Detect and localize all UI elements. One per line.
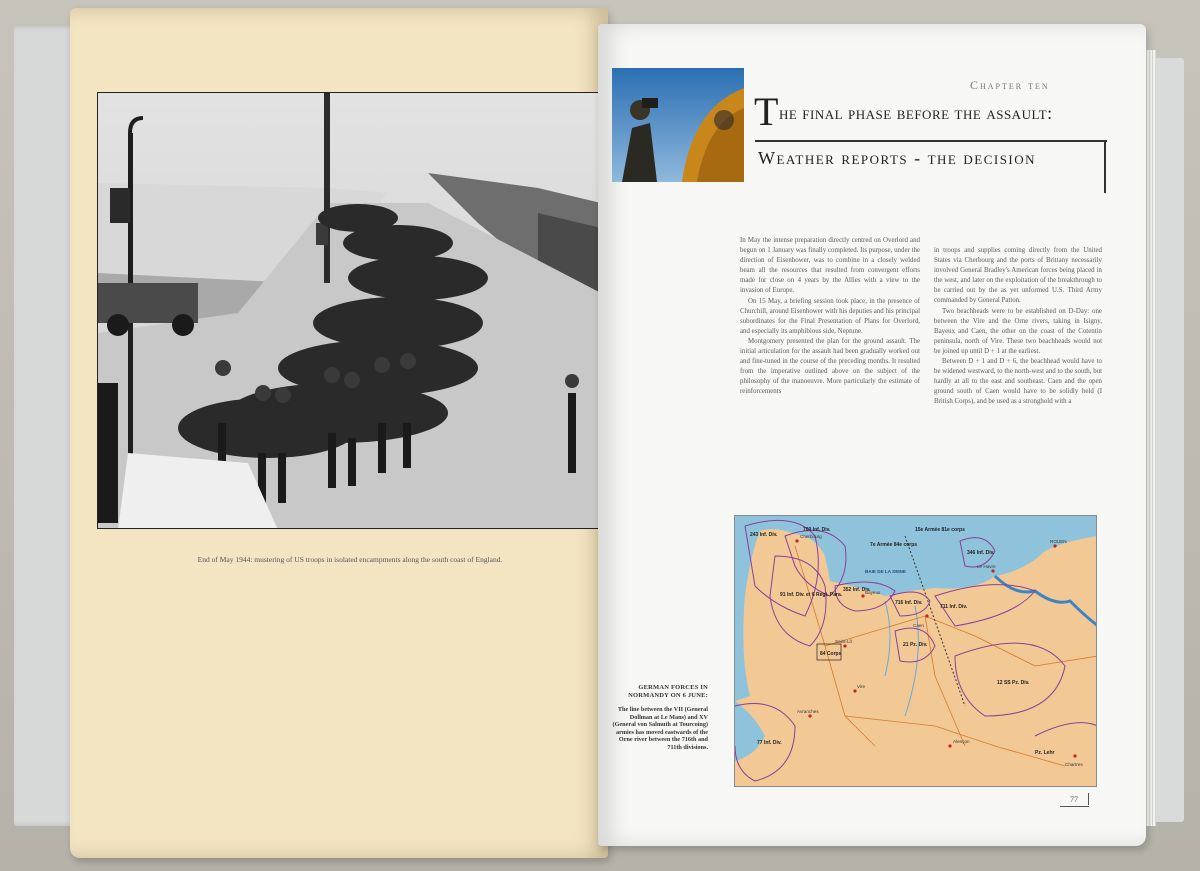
page-number-mark xyxy=(1088,793,1089,805)
map-label: Vire xyxy=(857,684,866,689)
body-column-1 xyxy=(740,236,920,398)
col2-paragraph: in troops and supplies coming directly from the United States via Cherbourg and the ports of Brittany necessarily involved General Bradley's American forces being placed in the west, and later on the exploitation of the breakthrough to be carried out by the as yet unformed U.S. Third Army commanded by General Patton. xyxy=(934,247,1102,305)
map-label: 352 Inf. Div. xyxy=(843,587,871,593)
page-number-rule xyxy=(1060,806,1089,807)
page-number: 77 xyxy=(1070,795,1078,804)
normandy-map xyxy=(734,515,1097,787)
map-label: Caen xyxy=(913,623,924,628)
map-label: Cherbourg xyxy=(800,534,822,539)
map-sidebar xyxy=(608,684,708,752)
title-bar xyxy=(1104,141,1106,193)
col1-paragraph: In May the intense preparation directly centred on Overlord and begun on 1 January was finally completed. Its purpose, under the direction of Eisenhower, was to combine in a closely welded beam all the resources that resulted from convergent efforts made for close on 4 years by the Allies with a view to the invasion of Europe. xyxy=(740,237,920,295)
col1-paragraph: On 15 May, a briefing session took place, in the presence of Churchill, around Eisenhower with his deputies and his principal subordinates for the Final Presentation of Plans for Overlord, and especially its amphibious side, Neptune. xyxy=(740,297,920,335)
map-label: ROUEN xyxy=(1050,539,1067,544)
map-label: Chartres xyxy=(1065,762,1083,767)
map-label: 77 Inf. Div. xyxy=(757,740,782,746)
chapter-label: Chapter ten xyxy=(970,78,1050,92)
chapter-title-line1 xyxy=(754,89,1053,134)
map-label: 15e Armée 81e corps xyxy=(915,527,965,533)
map-sidebar-heading: GERMAN FORCES IN NORMANDY ON 6 JUNE: xyxy=(628,684,708,699)
map-label: 346 Inf. Div. xyxy=(967,550,995,556)
map-label: 709 Inf. Div. xyxy=(803,527,831,533)
map-label: 91 Inf. Div. et 6 Régt. Para. xyxy=(780,592,843,598)
title-line1-text: he final phase before the assault: xyxy=(778,103,1053,123)
map-label: 716 Inf. Div. xyxy=(895,600,923,606)
map-label: Le Havre xyxy=(977,564,996,569)
chapter-header-photo xyxy=(612,68,744,182)
map-label: Saint-Lô xyxy=(835,639,853,644)
col2-paragraph: Between D + 1 and D + 6, the beachhead would have to be widened westward, to the north-west and to the south, but hardly at all to the east and southeast. Caen and the open ground south of Caen would have to be solidly held (I British Corps), and be used as a stronghold with a xyxy=(934,358,1102,406)
map-label: Avranches xyxy=(797,709,819,714)
title-rule xyxy=(755,140,1107,142)
map-label: BAIE DE LA SEINE xyxy=(865,569,906,574)
chapter-title-line2: Weather reports - the decision xyxy=(758,148,1037,168)
photo-caption: End of May 1944: mustering of US troops in isolated encampments along the south coast of England. xyxy=(197,555,503,564)
map-sidebar-body: The line between the VII (General Dollman at Le Mans) and XV (General von Salmuth at Tourcoing) armies has moved eastwards of the Orne river between the 716th and 711th divisions. xyxy=(612,706,708,751)
col2-paragraph: Two beachheads were to be established on D-Day: one between the Vire and the Orne rivers, taking in Isigny, Bayeux and Caen, the other on the coast of the Cotentin peninsula, north of Vire. These two beachheads would not be joined up until D + 1 at the earliest. xyxy=(934,307,1102,355)
troops-photo xyxy=(97,92,600,529)
map-label: 21 Pz. Div. xyxy=(903,642,928,648)
map-label: Alençon xyxy=(953,739,970,744)
map-label: 12 SS Pz. Div. xyxy=(997,680,1030,686)
body-column-2 xyxy=(934,246,1102,408)
map-label: 7e Armée 84e corps xyxy=(870,542,918,548)
title-initial: T xyxy=(754,89,779,134)
map-label: Bayeux xyxy=(865,590,881,595)
col1-paragraph: Montgomery presented the plan for the ground assault. The initial articulation for the assault had been gradually worked out and fine-tuned in the course of the preceding months. It resulted from the imperative outlined above on the subject of the philosophy of the manoeuvre. More particularly the estimate of reinforcements xyxy=(740,337,920,396)
map-label: 711 Inf. Div. xyxy=(940,604,968,610)
map-label: 84 Corps xyxy=(820,651,842,657)
map-label: Pz. Lehr xyxy=(1035,750,1055,756)
map-label: 243 Inf. Div. xyxy=(750,532,778,538)
